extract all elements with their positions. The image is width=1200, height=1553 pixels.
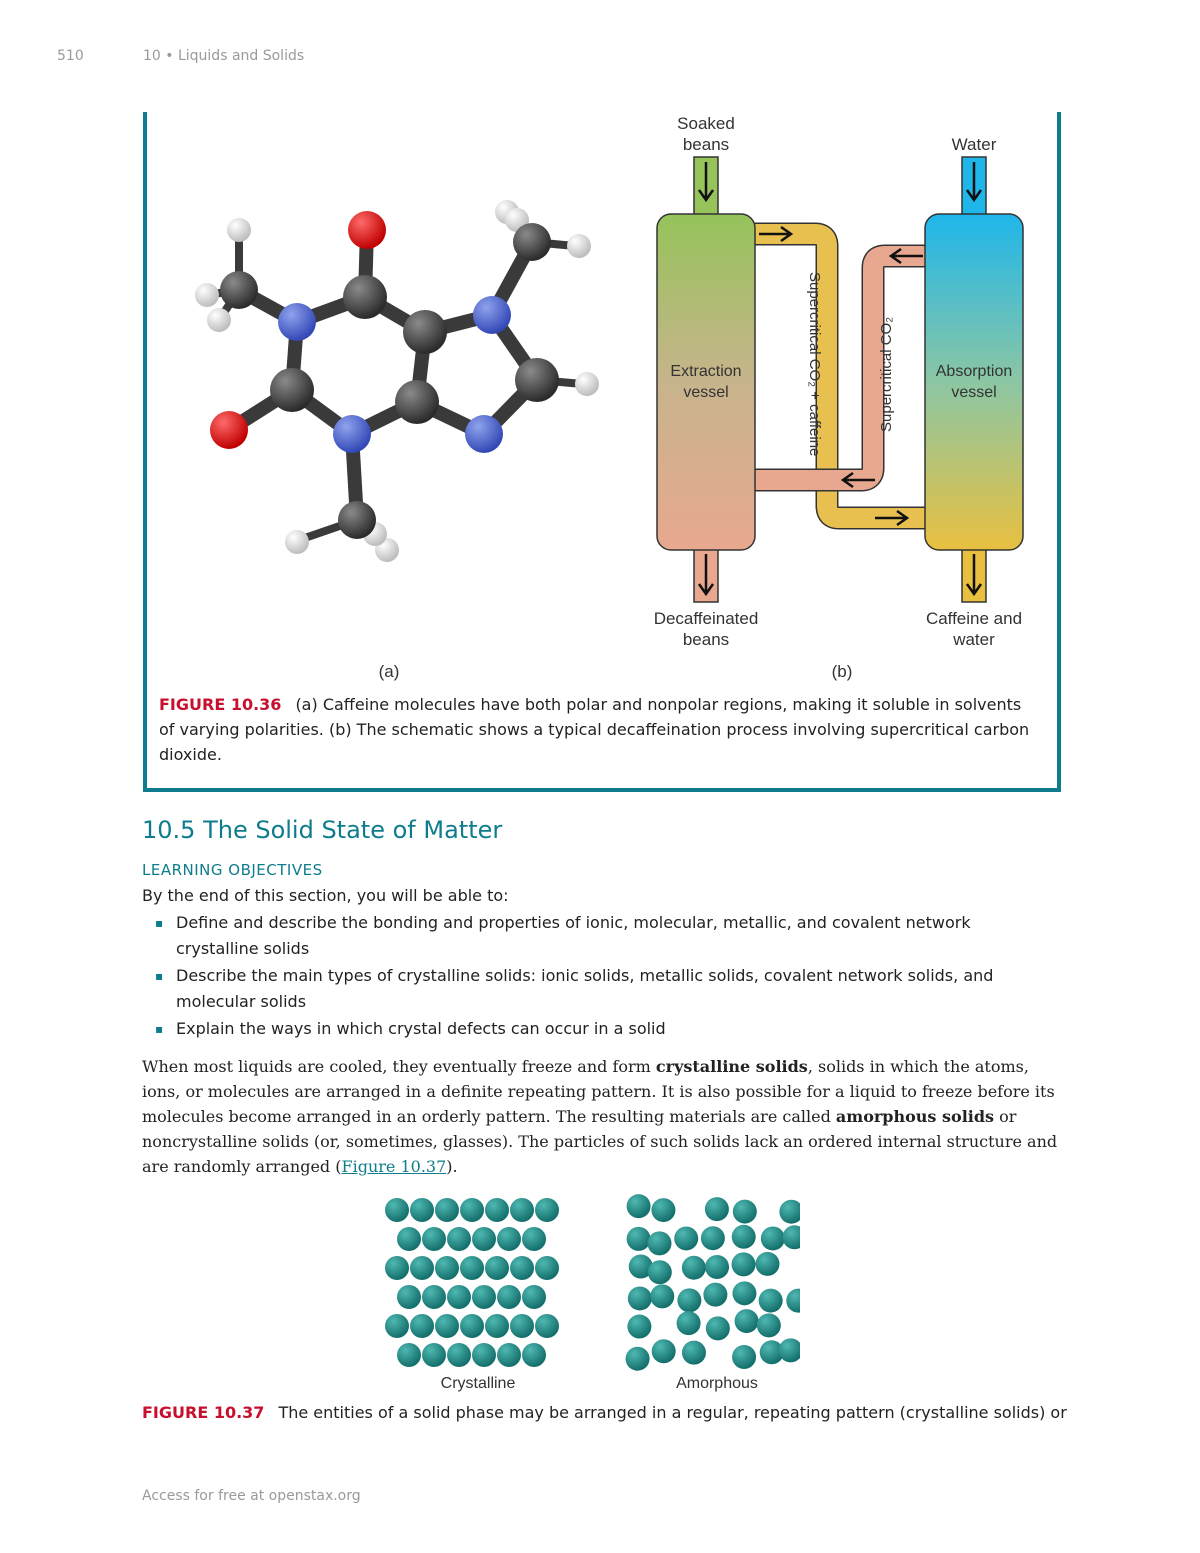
extraction-vessel-label-2: vessel <box>683 384 729 401</box>
sphere <box>535 1314 559 1338</box>
sphere <box>435 1198 459 1222</box>
sphere <box>522 1227 546 1251</box>
sphere <box>648 1260 672 1284</box>
caffeine-atoms <box>195 200 599 562</box>
sphere <box>447 1227 471 1251</box>
sphere <box>652 1339 676 1363</box>
sphere <box>732 1225 756 1249</box>
sphere <box>535 1256 559 1280</box>
sphere <box>422 1227 446 1251</box>
sphere <box>397 1285 421 1309</box>
sphere <box>705 1255 729 1279</box>
sphere <box>650 1284 674 1308</box>
figure-10-37-caption <box>142 1403 1067 1422</box>
sphere <box>410 1314 434 1338</box>
bullet-icon: ▪ <box>155 969 164 983</box>
amorphous-arrangement <box>626 1194 800 1371</box>
sphere <box>522 1285 546 1309</box>
flow-label-co2: Supercritical CO₂ <box>878 316 895 432</box>
sphere <box>510 1314 534 1338</box>
term-crystalline-solids: crystalline solids <box>655 1057 808 1076</box>
sphere <box>385 1198 409 1222</box>
sphere <box>410 1256 434 1280</box>
sphere <box>705 1197 729 1221</box>
sphere <box>397 1227 421 1251</box>
learning-objectives-intro: By the end of this section, you will be able to: <box>142 886 509 905</box>
figure-10-36-box <box>143 112 1061 792</box>
panel-a-label: (a) <box>378 662 400 681</box>
caption-text: The entities of a solid phase may be arranged in a regular, repeating pattern (crystalline solids) or <box>278 1403 1067 1422</box>
sphere <box>732 1252 756 1276</box>
learning-objectives-list <box>142 910 1052 1043</box>
list-item: ▪ Explain the ways in which crystal defects can occur in a solid <box>142 1016 1052 1042</box>
sphere <box>435 1256 459 1280</box>
sphere <box>786 1289 800 1313</box>
body-paragraph: When most liquids are cooled, they eventually freeze and form crystalline solids, solids in which the atoms, ions, or molecules are arranged in a definite repeating pattern. It is also possible for a liquid to freeze before its molecules become arranged in an orderly pattern. The resulting materials are called amorphous solids or noncrystalline solids (or, sometimes, glasses). The particles of such solids lack an ordered internal structure and are randomly arranged (Figure 10.37). <box>142 1057 1058 1176</box>
sphere <box>447 1285 471 1309</box>
section-title: 10.5 The Solid State of Matter <box>142 816 503 844</box>
flow-label-co2-caffeine: Supercritical CO₂ + caffeine <box>806 272 823 457</box>
sphere <box>472 1343 496 1367</box>
page-header <box>57 48 305 64</box>
sphere <box>472 1227 496 1251</box>
water-label: Water <box>951 135 997 154</box>
sphere <box>626 1347 650 1371</box>
panel-b-label: (b) <box>831 662 853 681</box>
sphere <box>628 1286 652 1310</box>
figure-10-36-graphic <box>147 112 1057 692</box>
sphere <box>627 1227 651 1251</box>
sphere <box>485 1314 509 1338</box>
sphere <box>682 1341 706 1365</box>
figure-label: FIGURE 10.36 <box>159 695 282 714</box>
sphere <box>435 1314 459 1338</box>
sphere <box>535 1198 559 1222</box>
sphere <box>761 1226 785 1250</box>
caffeine-water-label-2: water <box>953 630 995 649</box>
term-amorphous-solids: amorphous solids <box>835 1107 995 1126</box>
sphere <box>497 1343 521 1367</box>
figure-10-37-graphic <box>380 1192 800 1397</box>
sphere <box>385 1256 409 1280</box>
sphere <box>651 1198 675 1222</box>
sphere <box>682 1256 706 1280</box>
sphere <box>648 1231 672 1255</box>
sphere <box>779 1338 800 1362</box>
figure-10-37 <box>380 1192 800 1401</box>
figure-10-36-caption <box>159 692 1039 767</box>
bullet-icon: ▪ <box>155 1022 164 1036</box>
sphere <box>732 1345 756 1369</box>
sphere <box>460 1198 484 1222</box>
sphere <box>385 1314 409 1338</box>
caffeine-water-label: Caffeine and <box>925 609 1023 628</box>
caption-text: (a) Caffeine molecules have both polar and nonpolar regions, making it soluble in solvents of varying polarities. (b) The schematic shows a typical decaffeination process involving supercritical carbon dioxide. <box>159 695 1030 764</box>
sphere <box>703 1283 727 1307</box>
extraction-vessel-label: Extraction <box>670 363 742 380</box>
sphere <box>756 1252 780 1276</box>
figure-10-37-link[interactable]: Figure 10.37 <box>341 1157 447 1176</box>
soaked-beans-label: Soaked <box>677 114 735 133</box>
page-footer: Access for free at openstax.org <box>142 1488 361 1504</box>
soaked-beans-label-2: beans <box>682 135 730 154</box>
sphere <box>701 1226 725 1250</box>
sphere <box>497 1285 521 1309</box>
sphere <box>735 1309 759 1333</box>
sphere <box>706 1316 730 1340</box>
sphere <box>485 1198 509 1222</box>
sphere <box>422 1285 446 1309</box>
decaf-beans-label-2: beans <box>682 630 730 649</box>
sphere <box>510 1198 534 1222</box>
sphere <box>510 1256 534 1280</box>
sphere <box>397 1343 421 1367</box>
sphere <box>782 1225 800 1249</box>
sphere <box>460 1256 484 1280</box>
sphere <box>677 1288 701 1312</box>
sphere <box>497 1227 521 1251</box>
sphere <box>627 1315 651 1339</box>
sphere <box>759 1289 783 1313</box>
sphere <box>733 1200 757 1224</box>
sphere <box>779 1200 800 1224</box>
sphere <box>472 1285 496 1309</box>
sphere <box>447 1343 471 1367</box>
sphere <box>460 1314 484 1338</box>
sphere <box>627 1194 651 1218</box>
decaf-beans-label: Decaffeinated <box>653 609 759 628</box>
sphere <box>757 1313 781 1337</box>
bullet-icon: ▪ <box>155 916 164 930</box>
sphere <box>677 1311 701 1335</box>
figure-label: FIGURE 10.37 <box>142 1403 265 1422</box>
list-item: ▪ Define and describe the bonding and properties of ionic, molecular, metallic, and covalent network crystalline solids <box>142 910 1052 962</box>
sphere <box>485 1256 509 1280</box>
absorption-vessel-label-2: vessel <box>951 384 997 401</box>
crystalline-lattice <box>385 1198 559 1367</box>
sphere <box>732 1281 756 1305</box>
sphere <box>410 1198 434 1222</box>
learning-objectives-heading: LEARNING OBJECTIVES <box>142 861 323 879</box>
amorphous-label: Amorphous <box>676 1375 758 1392</box>
list-item: ▪ Describe the main types of crystalline solids: ionic solids, metallic solids, covalent network solids, and molecular solids <box>142 963 1052 1015</box>
page-number: 510 <box>57 48 84 64</box>
sphere <box>674 1226 698 1250</box>
absorption-vessel-label: Absorption <box>935 363 1013 380</box>
sphere <box>522 1343 546 1367</box>
crystalline-label: Crystalline <box>440 1375 516 1392</box>
chapter-title: 10 • Liquids and Solids <box>143 48 305 64</box>
sphere <box>422 1343 446 1367</box>
